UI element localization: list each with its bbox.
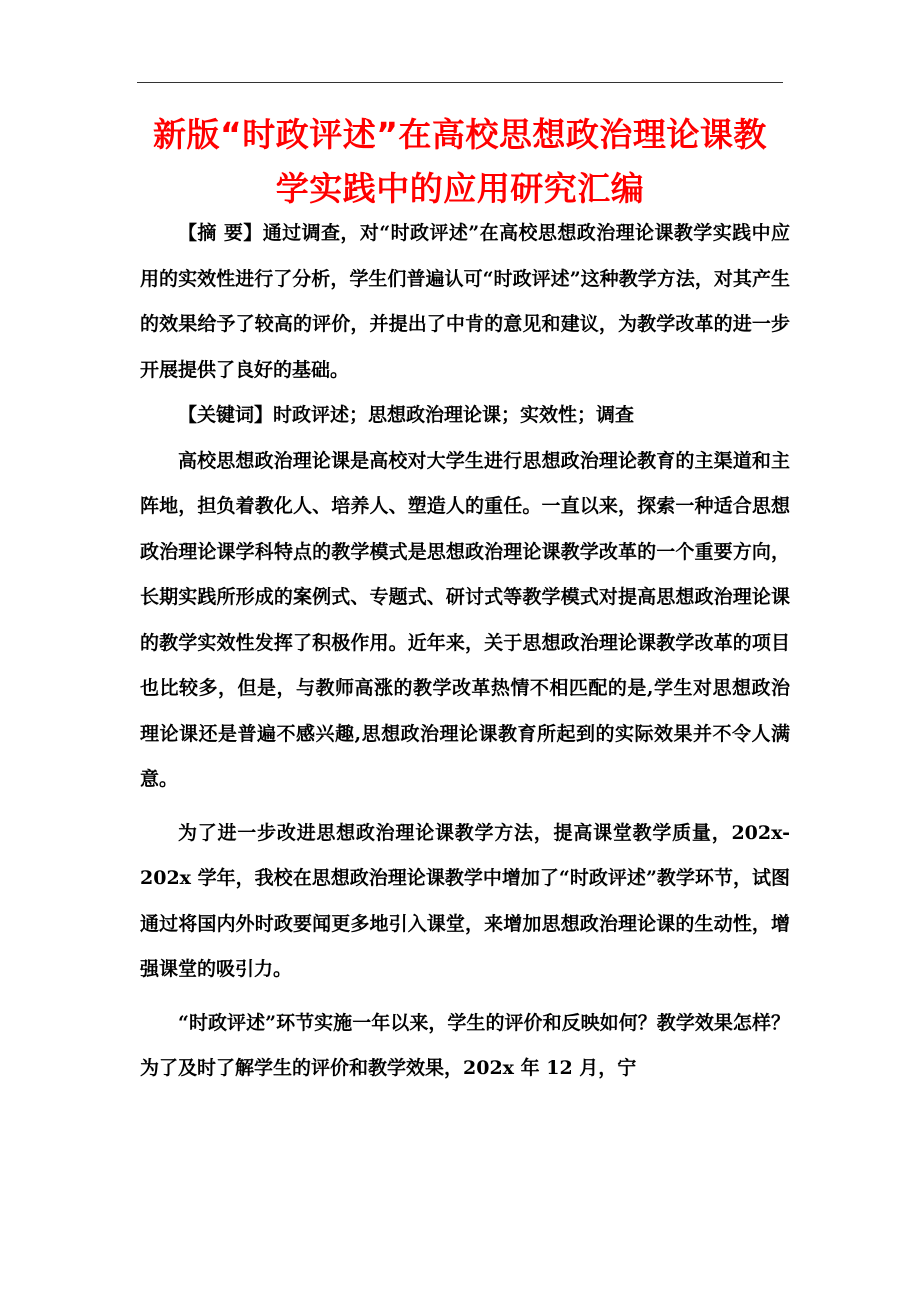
abstract-label: 【摘 要】: [178, 222, 263, 244]
document-title: [137, 108, 783, 216]
abstract-text: 通过调查，对“时政评述”在高校思想政治理论课教学实践中应用的实效性进行了分析，学生们普遍认可“时政评述”这种教学方法，对其产生的效果给予了较高的评价，并提出了中肯的意见和建议，为教学改革的进一步开展提供了良好的基础。: [140, 222, 790, 381]
paragraph-gap: [140, 803, 790, 811]
title-line-2: 学实践中的应用研究汇编: [275, 169, 645, 208]
body-paragraph-1: 高校思想政治理论课是高校对大学生进行思想政治理论教育的主渠道和主阵地，担负着教化人、培养人、塑造人的重任。一直以来，探索一种适合思想政治理论课学科特点的教学模式是思想政治理论课教学改革的一个重要方向，长期实践所形成的案例式、专题式、研讨式等教学模式对提高思想政治理论课的教学实效性发挥了积极作用。近年来，关于思想政治理论课教学改革的项目也比较多，但是，与教师高涨的教学改革热情不相匹配的是,学生对思想政治理论课还是普遍不感兴趣,思想政治理论课教育所起到的实际效果并不令人满意。: [140, 449, 790, 790]
abstract-paragraph: [140, 211, 790, 393]
title-line-1: 新版“时政评述”在高校思想政治理论课教: [153, 115, 767, 154]
paragraph-gap: [140, 993, 790, 1001]
keywords-text: 时政评述；思想政治理论课；实效性；调查: [273, 404, 635, 426]
document-body: [140, 211, 790, 1092]
body-paragraph-3: “时政评述”环节实施一年以来，学生的评价和反映如何？教学效果怎样？为了及时了解学生的评价和教学效果，202x 年 12 月，宁: [140, 1011, 790, 1079]
keywords-paragraph: [140, 393, 790, 439]
body-paragraph-2: 为了进一步改进思想政治理论课教学方法，提高课堂教学质量，202x-202x 学年，我校在思想政治理论课教学中增加了“时政评述”教学环节，试图通过将国内外时政要闻更多地引入课堂，来增加思想政治理论课的生动性，增强课堂的吸引力。: [140, 821, 790, 980]
keywords-label: 【关键词】: [178, 404, 274, 426]
header-rule: [137, 82, 783, 83]
